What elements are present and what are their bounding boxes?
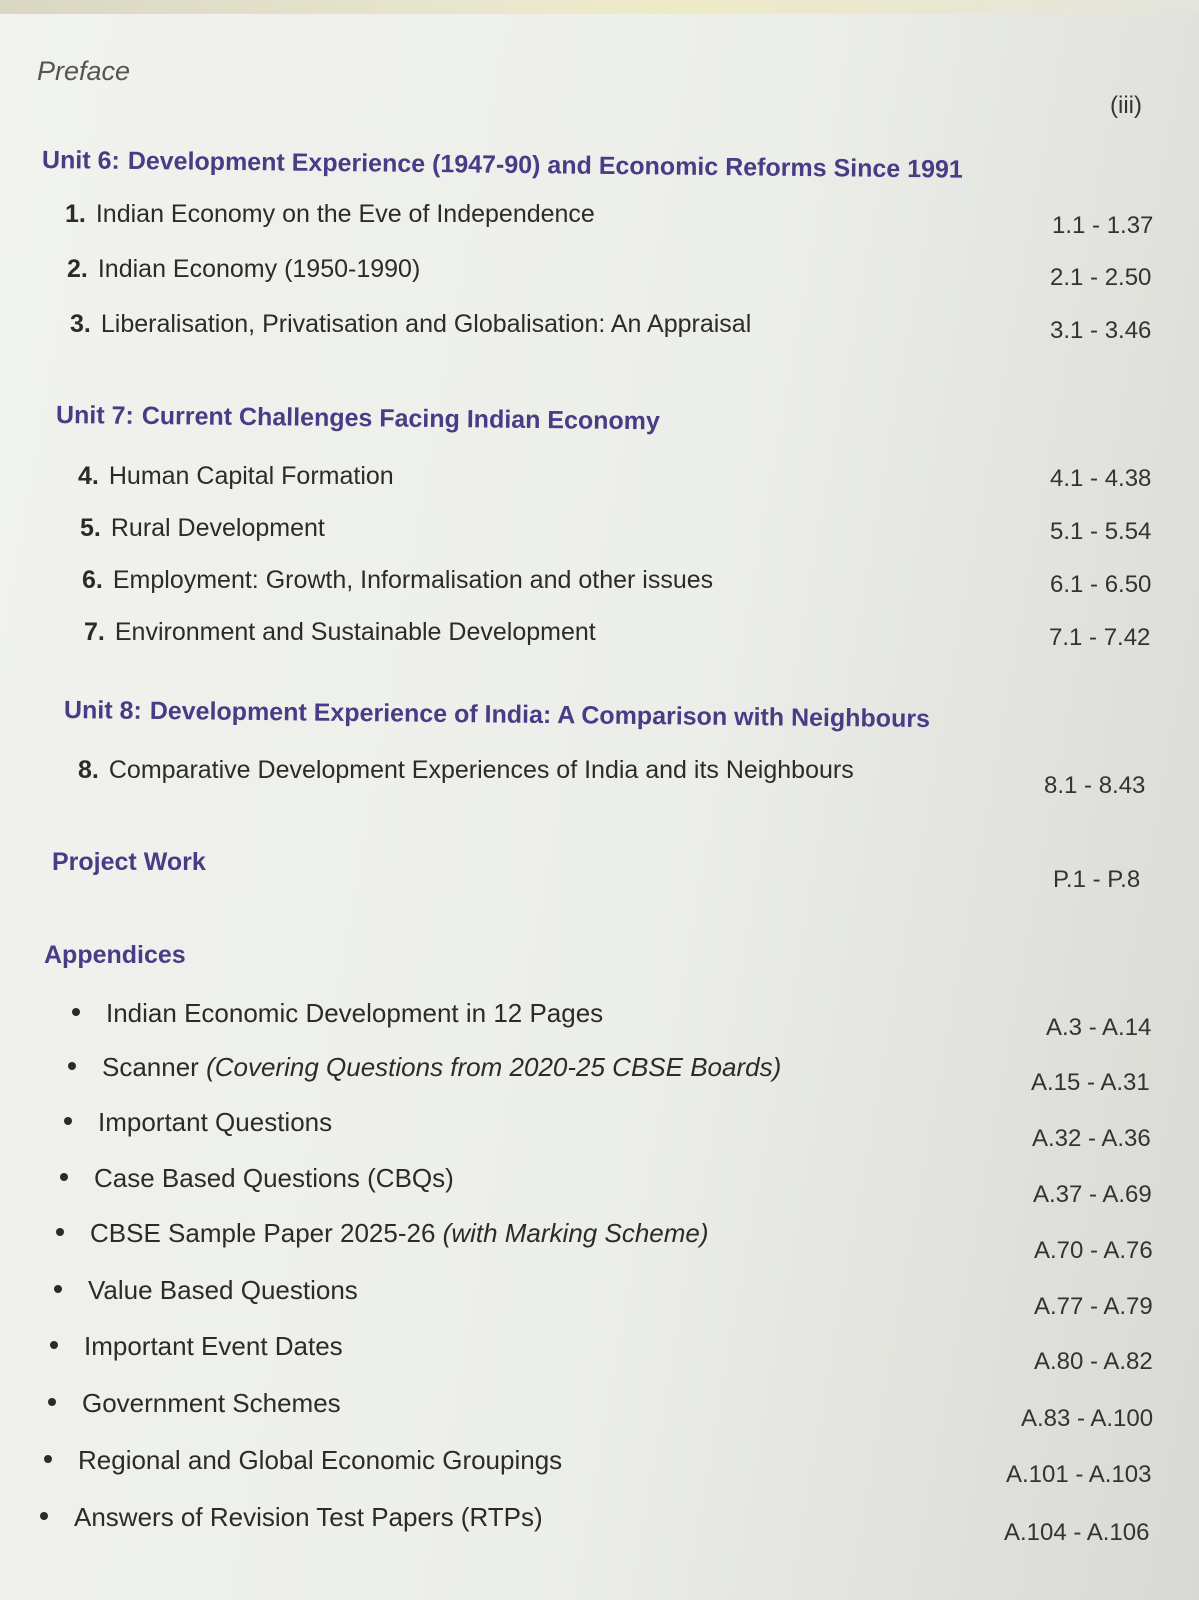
bullet-icon xyxy=(40,1512,48,1520)
appendix-pages: A.83 - A.100 xyxy=(1021,1405,1154,1432)
appendix-item: Case Based Questions (CBQs) xyxy=(60,1163,454,1194)
appendix-item: Regional and Global Economic Groupings xyxy=(44,1445,562,1476)
appendix-pages: A.101 - A.103 xyxy=(1006,1461,1152,1488)
unit-7-heading xyxy=(56,401,660,436)
appendix-pages: A.104 - A.106 xyxy=(1004,1519,1150,1546)
chapter-7-pages: 7.1 - 7.42 xyxy=(1049,624,1151,651)
preface-title: Preface xyxy=(37,56,131,86)
chapter-8: 8. Comparative Development Experiences of India and its Neighbours xyxy=(78,756,854,784)
unit-6-label: Unit 6: xyxy=(41,146,120,175)
chapter-6: 6. Employment: Growth, Informalisation and other issues xyxy=(82,566,714,594)
bullet-icon xyxy=(54,1285,62,1293)
appendix-pages: A.77 - A.79 xyxy=(1034,1293,1153,1320)
unit-7-label: Unit 7: xyxy=(55,401,134,430)
unit-8-heading xyxy=(64,696,930,734)
unit-7-title: Current Challenges Facing Indian Economy xyxy=(141,401,661,436)
appendix-item: Important Event Dates xyxy=(50,1331,343,1362)
appendix-item: Answers of Revision Test Papers (RTPs) xyxy=(40,1502,543,1533)
bullet-icon xyxy=(72,1008,80,1016)
bullet-icon xyxy=(44,1455,52,1463)
chapter-7: 7. Environment and Sustainable Development xyxy=(84,618,596,646)
appendix-item: Indian Economic Development in 12 Pages xyxy=(72,998,603,1029)
appendix-pages: A.70 - A.76 xyxy=(1034,1237,1153,1264)
appendix-pages: A.80 - A.82 xyxy=(1034,1348,1153,1375)
unit-8-title: Development Experience of India: A Comparison with Neighbours xyxy=(149,696,931,734)
chapter-3: 3. Liberalisation, Privatisation and Globalisation: An Appraisal xyxy=(70,310,752,338)
appendices-title: Appendices xyxy=(44,941,186,969)
chapter-6-pages: 6.1 - 6.50 xyxy=(1050,571,1152,598)
appendix-item: Government Schemes xyxy=(48,1388,341,1419)
chapter-4-pages: 4.1 - 4.38 xyxy=(1050,465,1152,492)
chapter-2: 2. Indian Economy (1950-1990) xyxy=(67,255,421,283)
appendix-pages: A.15 - A.31 xyxy=(1031,1069,1150,1096)
chapter-1-pages: 1.1 - 1.37 xyxy=(1052,212,1154,239)
top-edge-strip xyxy=(0,0,1199,14)
chapter-1: 1. Indian Economy on the Eve of Independence xyxy=(65,200,595,228)
bullet-icon xyxy=(56,1228,64,1236)
bullet-icon xyxy=(60,1173,68,1181)
bullet-icon xyxy=(48,1398,56,1406)
preface-page: (iii) xyxy=(1110,92,1142,119)
appendix-item: Important Questions xyxy=(64,1107,332,1138)
unit-6-title: Development Experience (1947-90) and Economic Reforms Since 1991 xyxy=(127,146,963,184)
chapter-5-pages: 5.1 - 5.54 xyxy=(1050,518,1152,545)
bullet-icon xyxy=(64,1117,72,1125)
project-work-pages: P.1 - P.8 xyxy=(1053,866,1141,893)
appendix-item: Value Based Questions xyxy=(54,1275,358,1306)
appendix-pages: A.37 - A.69 xyxy=(1033,1181,1152,1208)
unit-6-heading xyxy=(42,146,963,185)
project-work-title: Project Work xyxy=(52,848,206,876)
bullet-icon xyxy=(50,1341,58,1349)
appendix-pages: A.32 - A.36 xyxy=(1032,1125,1151,1152)
chapter-4: 4. Human Capital Formation xyxy=(78,462,394,490)
unit-8-label: Unit 8: xyxy=(63,696,142,725)
chapter-3-pages: 3.1 - 3.46 xyxy=(1050,317,1152,344)
appendix-item: CBSE Sample Paper 2025-26 (with Marking Scheme) xyxy=(56,1218,709,1249)
appendix-pages: A.3 - A.14 xyxy=(1046,1014,1152,1041)
chapter-8-pages: 8.1 - 8.43 xyxy=(1044,772,1146,799)
chapter-5: 5. Rural Development xyxy=(80,514,325,542)
chapter-2-pages: 2.1 - 2.50 xyxy=(1050,264,1152,291)
appendix-item: Scanner (Covering Questions from 2020-25 CBSE Boards) xyxy=(68,1052,781,1083)
bullet-icon xyxy=(68,1062,76,1070)
